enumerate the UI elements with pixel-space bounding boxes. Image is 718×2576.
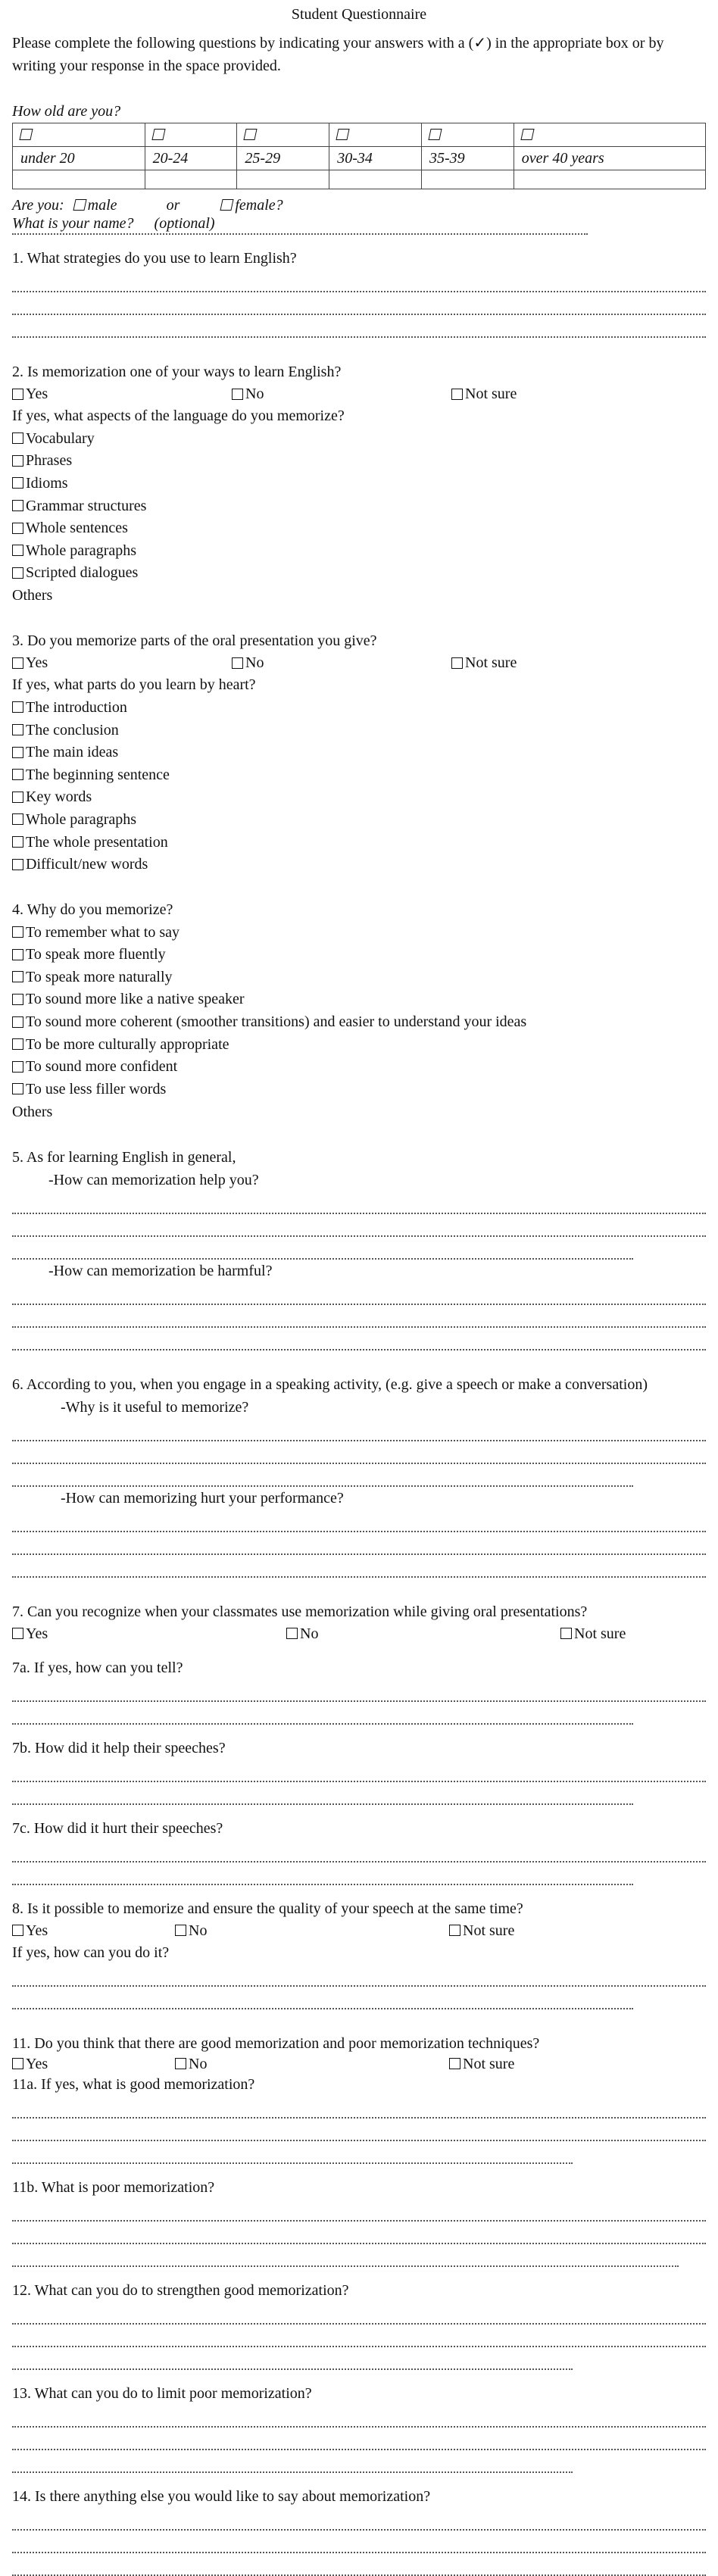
question-4: 4. Why do you memorize? — [12, 901, 173, 918]
question-5: 5. As for learning English in general, — [12, 1148, 236, 1166]
q4-item-label: To speak more fluently — [26, 946, 166, 963]
q4-item-checkbox[interactable] — [12, 971, 23, 982]
q3-options — [12, 652, 706, 673]
q3-yes-label: Yes — [26, 654, 48, 672]
q11-no-checkbox[interactable] — [175, 2058, 186, 2069]
q4-item-checkbox[interactable] — [12, 1061, 23, 1073]
answer-line[interactable] — [12, 1532, 706, 1555]
answer-line[interactable] — [12, 2531, 706, 2553]
q8-no-label: No — [189, 1922, 208, 1939]
answer-line[interactable] — [12, 2244, 679, 2267]
answer-line[interactable] — [12, 2405, 706, 2428]
answer-line[interactable] — [12, 2325, 706, 2347]
q8-no-checkbox[interactable] — [175, 1925, 186, 1936]
q4-item-label: To use less filler words — [26, 1080, 167, 1098]
q2-item-checkbox[interactable] — [12, 567, 23, 579]
q2-options — [12, 383, 706, 404]
answer-line[interactable] — [12, 1759, 706, 1782]
question-13: 13. What can you do to limit poor memorization? — [12, 2384, 312, 2402]
q4-item-label: To sound more like a native speaker — [26, 991, 245, 1008]
q2-item-label: Vocabulary — [26, 429, 95, 447]
gender-label: Are you: — [12, 197, 64, 214]
q4-others: Others — [12, 1103, 53, 1120]
name-label: What is your name? — [12, 215, 134, 232]
q7-options — [12, 1623, 706, 1644]
q2-item-checkbox[interactable] — [12, 523, 23, 534]
q2-item-checkbox[interactable] — [12, 545, 23, 556]
q7-yes-label: Yes — [26, 1625, 48, 1642]
question-7b: 7b. How did it help their speeches? — [12, 1739, 226, 1756]
answer-line[interactable] — [12, 1214, 706, 1237]
q8-followup: If yes, how can you do it? — [12, 1944, 170, 1961]
age-checkbox-25-29[interactable] — [244, 129, 258, 140]
answer-line[interactable] — [12, 2119, 706, 2141]
age-checkbox-under-20[interactable] — [19, 129, 33, 140]
question-11b: 11b. What is poor memorization? — [12, 2178, 215, 2196]
answer-line[interactable] — [12, 1964, 706, 1987]
q3-no-label: No — [245, 654, 264, 672]
answer-line[interactable] — [12, 292, 706, 315]
age-checkbox-over-40[interactable] — [520, 129, 534, 140]
answer-line[interactable] — [12, 2508, 706, 2531]
q4-item-checkbox[interactable] — [12, 1038, 23, 1050]
question-5b: -How can memorization be harmful? — [48, 1262, 273, 1279]
page-title: Student Questionnaire — [291, 6, 427, 23]
age-option-label: 25-29 — [237, 147, 329, 170]
answer-line[interactable] — [12, 1679, 706, 1702]
answer-line[interactable] — [12, 1441, 706, 1464]
q8-yes-label: Yes — [26, 1922, 48, 1939]
q7-no-label: No — [300, 1625, 319, 1642]
q3-item-checkbox[interactable] — [12, 792, 23, 803]
q7-not-sure-checkbox[interactable] — [560, 1628, 572, 1639]
female-label: female? — [235, 197, 283, 214]
q3-item-label: The beginning sentence — [26, 766, 170, 783]
age-blank-row — [13, 170, 706, 189]
or-label: or — [166, 197, 180, 214]
age-option-label: over 40 years — [514, 147, 705, 170]
male-checkbox[interactable] — [73, 199, 86, 211]
q3-followup: If yes, what parts do you learn by heart? — [12, 676, 256, 694]
male-label: male — [87, 197, 117, 214]
q2-item-label: Whole paragraphs — [26, 542, 137, 559]
q3-item-checkbox[interactable] — [12, 724, 23, 735]
q2-not-sure-checkbox[interactable] — [451, 389, 463, 400]
q7-not-sure-label: Not sure — [574, 1625, 626, 1642]
question-2: 2. Is memorization one of your ways to learn English? — [12, 364, 342, 380]
question-6b: -How can memorizing hurt your performance? — [61, 1489, 344, 1507]
q8-yes-checkbox[interactable] — [12, 1925, 23, 1936]
answer-line[interactable] — [12, 2096, 706, 2119]
q3-item-checkbox[interactable] — [12, 769, 23, 780]
question-7c: 7c. How did it hurt their speeches? — [12, 1819, 223, 1837]
q3-item-checkbox[interactable] — [12, 701, 23, 713]
q4-item-label: To be more culturally appropriate — [26, 1035, 229, 1053]
q2-no-checkbox[interactable] — [232, 389, 243, 400]
answer-line[interactable] — [12, 1987, 633, 2009]
q4-item-label: To remember what to say — [26, 923, 180, 941]
q2-item-checkbox[interactable] — [12, 500, 23, 511]
q4-item-checkbox[interactable] — [12, 1016, 23, 1028]
question-12: 12. What can you do to strengthen good memorization? — [12, 2281, 349, 2299]
question-11a: 11a. If yes, what is good memorization? — [12, 2075, 255, 2093]
q3-item-checkbox[interactable] — [12, 859, 23, 870]
q3-not-sure-checkbox[interactable] — [451, 657, 463, 669]
age-checkbox-20-24[interactable] — [151, 129, 165, 140]
answer-line[interactable] — [12, 1305, 706, 1328]
age-checkbox-35-39[interactable] — [428, 129, 442, 140]
q4-item-checkbox[interactable] — [12, 926, 23, 938]
q4-item-checkbox[interactable] — [12, 949, 23, 960]
answer-line[interactable] — [12, 1863, 633, 1885]
q7-no-checkbox[interactable] — [286, 1628, 298, 1639]
q3-item-label: The whole presentation — [26, 833, 168, 851]
q2-item-label: Grammar structures — [26, 497, 147, 514]
answer-line[interactable] — [12, 2428, 706, 2450]
answer-line[interactable] — [12, 1840, 706, 1863]
answer-line[interactable] — [12, 2450, 573, 2473]
answer-line[interactable] — [12, 2141, 573, 2164]
q11-no-label: No — [189, 2055, 208, 2072]
question-5a: -How can memorization help you? — [48, 1171, 259, 1188]
q2-item-label: Scripted dialogues — [26, 564, 139, 582]
age-label-row — [13, 147, 706, 170]
q3-item-label: The introduction — [26, 698, 127, 716]
q2-others: Others — [12, 587, 53, 604]
age-table — [12, 123, 706, 189]
answer-line[interactable] — [12, 1282, 706, 1305]
q3-item-checkbox[interactable] — [12, 836, 23, 848]
q4-item-label: To sound more confident — [26, 1058, 178, 1076]
q8-not-sure-checkbox[interactable] — [449, 1925, 460, 1936]
q3-item-label: Whole paragraphs — [26, 810, 137, 828]
answer-line[interactable] — [12, 1237, 633, 1260]
age-option-label: 30-34 — [329, 147, 422, 170]
q3-item-label: Key words — [26, 788, 92, 806]
answer-line[interactable] — [12, 2553, 706, 2576]
question-8: 8. Is it possible to memorize and ensure the quality of your speech at the same time? — [12, 1900, 523, 1917]
answer-line[interactable] — [12, 1555, 706, 1578]
q3-item-label: The main ideas — [26, 744, 119, 761]
q2-yes-label: Yes — [26, 386, 48, 402]
q2-item-label: Whole sentences — [26, 520, 128, 537]
answer-line[interactable] — [12, 1419, 706, 1441]
age-checkbox-row — [13, 123, 706, 147]
q3-no-checkbox[interactable] — [232, 657, 243, 669]
q2-item-checkbox[interactable] — [12, 477, 23, 489]
instructions: Please complete the following questions by indicating your answers with a (✓) in the appropriate box or by writing your response in the space provided. — [12, 35, 664, 74]
q2-followup: If yes, what aspects of the language do you memorize? — [12, 407, 345, 424]
answer-line[interactable] — [12, 1510, 706, 1532]
age-option-label: 20-24 — [145, 147, 237, 170]
question-3: 3. Do you memorize parts of the oral presentation you give? — [12, 632, 377, 650]
age-option-label: 35-39 — [422, 147, 514, 170]
answer-line[interactable] — [12, 1191, 706, 1214]
q2-item-label: Phrases — [26, 452, 73, 470]
q3-yes-checkbox[interactable] — [12, 657, 23, 669]
q2-item-checkbox[interactable] — [12, 455, 23, 467]
age-checkbox-30-34[interactable] — [336, 129, 350, 140]
answer-line[interactable] — [12, 1328, 706, 1350]
answer-line[interactable] — [12, 1702, 633, 1725]
answer-line[interactable] — [12, 270, 706, 292]
answer-line[interactable] — [12, 2347, 573, 2370]
q11-yes-checkbox[interactable] — [12, 2058, 23, 2069]
q2-yes-checkbox[interactable] — [12, 389, 23, 400]
q2-item-label: Idioms — [26, 474, 68, 492]
name-optional-label: (optional) — [154, 215, 215, 232]
question-6: 6. According to you, when you engage in a speaking activity, (e.g. give a speech or make a conversation) — [12, 1375, 648, 1393]
answer-line[interactable] — [12, 2199, 706, 2222]
gender-row — [12, 194, 706, 212]
q8-options — [12, 1920, 706, 1941]
female-checkbox[interactable] — [220, 199, 234, 211]
q11-not-sure-label: Not sure — [463, 2055, 515, 2072]
question-14: 14. Is there anything else you would like to say about memorization? — [12, 2487, 431, 2505]
answer-line[interactable] — [12, 2222, 706, 2244]
q3-item-label: Difficult/new words — [26, 856, 148, 873]
question-11: 11. Do you think that there are good memorization and poor memorization techniques? — [12, 2034, 540, 2052]
q2-no-label: No — [245, 386, 264, 402]
questionnaire-sheet — [0, 3, 718, 2505]
answer-line[interactable] — [12, 315, 706, 338]
q4-item-label: To speak more naturally — [26, 968, 173, 985]
q8-not-sure-label: Not sure — [463, 1922, 515, 1939]
q3-item-checkbox[interactable] — [12, 747, 23, 758]
q2-item-checkbox[interactable] — [12, 432, 23, 444]
q2-not-sure-label: Not sure — [465, 386, 517, 402]
q4-item-label: To sound more coherent (smoother transitions) and easier to understand your ideas — [26, 1013, 527, 1031]
answer-line[interactable] — [12, 2302, 706, 2325]
q4-item-checkbox[interactable] — [12, 994, 23, 1005]
question-1: 1. What strategies do you use to learn English? — [12, 250, 297, 267]
question-6a: -Why is it useful to memorize? — [61, 1398, 249, 1416]
answer-line[interactable] — [12, 1782, 633, 1805]
q11-options — [12, 2055, 706, 2073]
age-question: How old are you? — [12, 103, 121, 120]
question-7: 7. Can you recognize when your classmates use memorization while giving oral presentations? — [12, 1603, 588, 1620]
q11-yes-label: Yes — [26, 2055, 48, 2072]
q7-yes-checkbox[interactable] — [12, 1628, 23, 1639]
answer-line[interactable] — [12, 1464, 633, 1487]
q4-item-checkbox[interactable] — [12, 1083, 23, 1094]
q11-not-sure-checkbox[interactable] — [449, 2058, 460, 2069]
q3-item-label: The conclusion — [26, 721, 119, 738]
question-7a: 7a. If yes, how can you tell? — [12, 1659, 183, 1676]
q3-not-sure-label: Not sure — [465, 654, 517, 672]
age-option-label: under 20 — [13, 147, 145, 170]
q3-item-checkbox[interactable] — [12, 813, 23, 825]
